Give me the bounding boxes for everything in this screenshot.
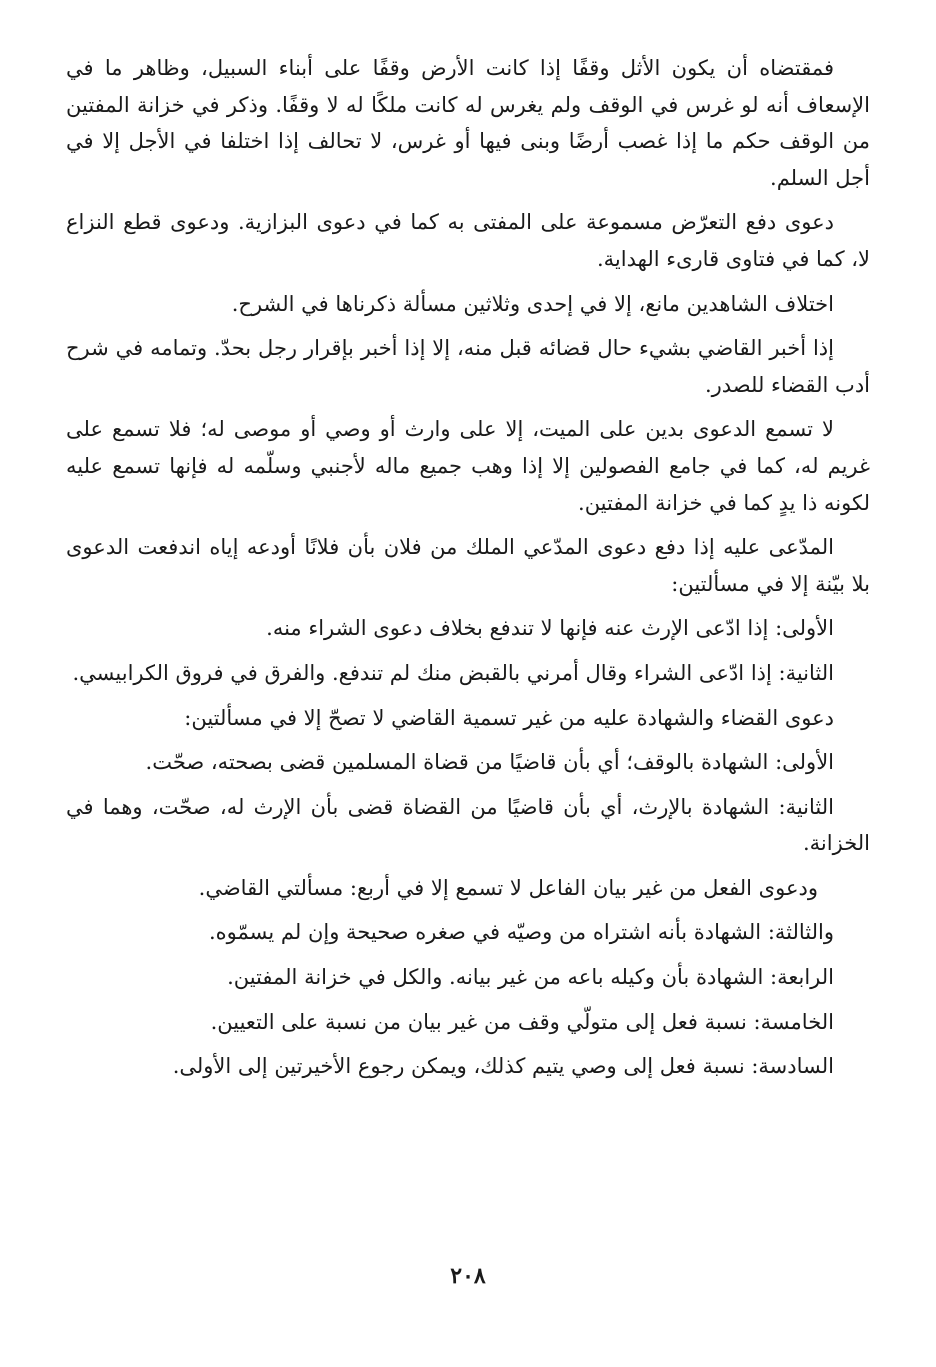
paragraph: إذا أخبر القاضي بشيء حال قضائه قبل منه، إلا إذا أخبر بإقرار رجل بحدّ. وتمامه في شرح أدب القضاء للصدر. — [66, 336, 870, 397]
paragraph: الخامسة: نسبة فعل إلى متولّي وقف من غير بيان من نسبة على التعيين. — [210, 1009, 834, 1034]
paragraph: اختلاف الشاهدين مانع، إلا في إحدى وثلاثين مسألة ذكرناها في الشرح. — [231, 291, 834, 316]
paragraph: دعوى دفع التعرّض مسموعة على المفتى به كما في دعوى البزازية. ودعوى قطع النزاع لا، كما في فتاوى قارىء الهداية. — [66, 210, 870, 271]
paragraph: السادسة: نسبة فعل إلى وصي يتيم كذلك، ويمكن رجوع الأخيرتين إلى الأولى. — [172, 1054, 834, 1079]
paragraph: والثالثة: الشهادة بأنه اشتراه من وصيّه في صغره صحيحة وإن لم يسمّوه. — [209, 920, 834, 945]
page-number: ٢٠٨ — [450, 1263, 486, 1289]
paragraph: الأولى: الشهادة بالوقف؛ أي بأن قاضيًا من قضاة المسلمين قضى بصحته، صحّت. — [145, 750, 834, 775]
paragraph: دعوى القضاء والشهادة عليه من غير تسمية القاضي لا تصحّ إلا في مسألتين: — [184, 705, 834, 730]
paragraph: الأولى: إذا ادّعى الإرث عنه فإنها لا تندفع بخلاف دعوى الشراء منه. — [266, 616, 834, 641]
paragraph: فمقتضاه أن يكون الأثل وقفًا إذا كانت الأرض وقفًا على أبناء السبيل، وظاهر ما في الإسعاف أنه لو غرس في الوقف ولم يغرس له كانت ملكًا له لا وقفًا. وذكر في خزانة المفتين من الوقف حكم ما إذا غصب أرضًا وبنى فيها أو غرس، لا تحالف إذا اختلفا في الأجل إلا في أجل السلم. — [66, 56, 870, 190]
body-text — [66, 50, 870, 1093]
paragraph: ودعوى الفعل من غير بيان الفاعل لا تسمع إلا في أربع: مسألتي القاضي. — [198, 875, 818, 900]
paragraph: المدّعى عليه إذا دفع دعوى المدّعي الملك من فلان بأن فلانًا أودعه إياه اندفعت الدعوى بلا بيّنة إلا في مسألتين: — [66, 535, 870, 596]
paragraph: الثانية: الشهادة بالإرث، أي بأن قاضيًا من القضاة قضى بأن الإرث له، صحّت، وهما في الخزانة. — [66, 794, 870, 856]
paragraph: الرابعة: الشهادة بأن وكيله باعه من غير بيانه. والكل في خزانة المفتين. — [227, 965, 834, 990]
paragraph: الثانية: إذا ادّعى الشراء وقال أمرني بالقبض منك لم تندفع. والفرق في فروق الكرابيسي. — [72, 660, 834, 685]
paragraph: لا تسمع الدعوى بدين على الميت، إلا على وارث أو وصي أو موصى له؛ فلا تسمع على غريم له، كما في جامع الفصولين إلا إذا وهب جميع ماله لأجنبي وسلّمه له فإنها تسمع عليه لكونه ذا يدٍ كما في خزانة المفتين. — [66, 417, 870, 515]
